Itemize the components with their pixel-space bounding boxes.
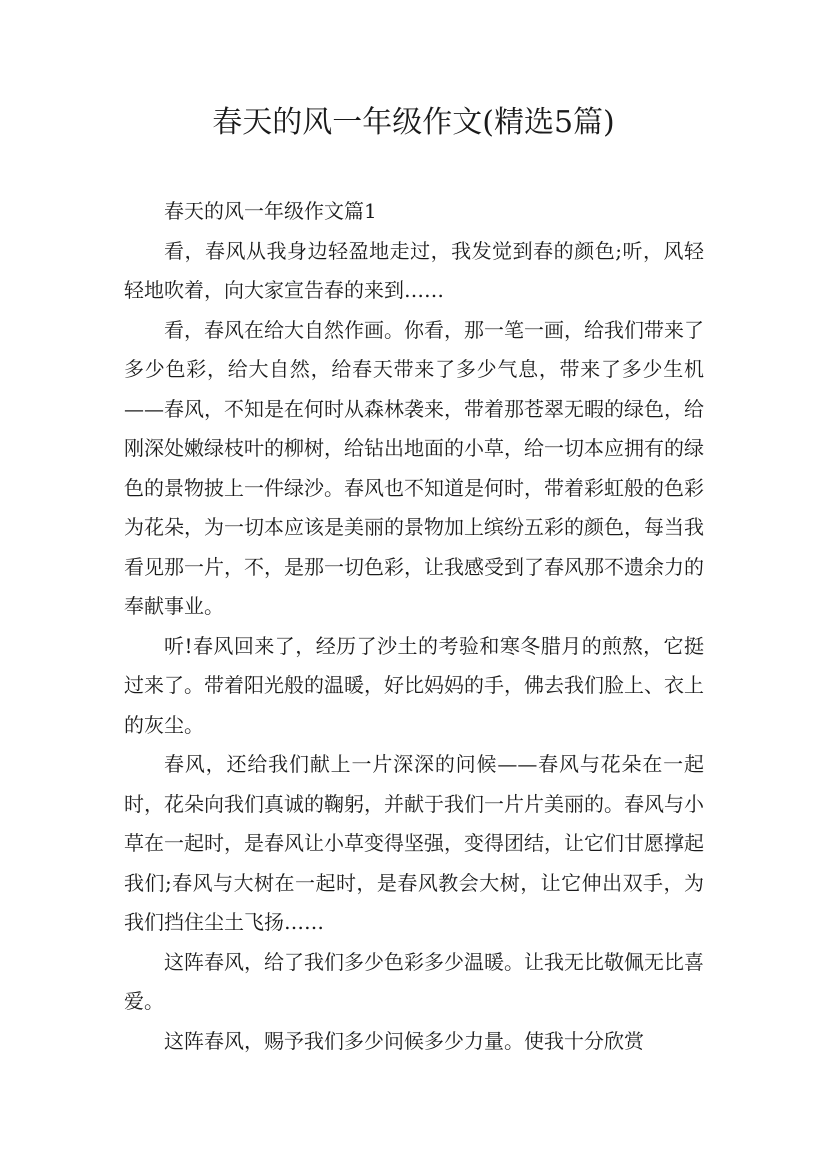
paragraph: 看，春风从我身边轻盈地走过，我发觉到春的颜色;听，风轻轻地吹着，向大家宣告春的来到…… bbox=[124, 238, 704, 302]
paragraph: 春风，还给我们献上一片深深的问候——春风与花朵在一起时，花朵向我们真诚的鞠躬，并献于我们一片片美丽的。春风与小草在一起时，是春风让小草变得坚强，变得团结，让它们甘愿撑起我们;春风与大树在一起时，是春风教会大树，让它伸出双手，为我们挡住尘土飞扬…… bbox=[124, 752, 704, 934]
paragraph: 这阵春风，赐予我们多少问候多少力量。使我十分欣赏 bbox=[164, 1028, 644, 1053]
paragraph: 这阵春风，给了我们多少色彩多少温暖。让我无比敬佩无比喜爱。 bbox=[124, 949, 704, 1013]
section-heading: 春天的风一年级作文篇1 bbox=[164, 199, 377, 223]
document-body bbox=[124, 192, 704, 1061]
paragraph: 听!春风回来了，经历了沙土的考验和寒冬腊月的煎熬，它挺过来了。带着阳光般的温暖，好比妈妈的手，佛去我们脸上、衣上的灰尘。 bbox=[124, 633, 704, 737]
document-title: 春天的风一年级作文(精选5篇) bbox=[212, 105, 615, 140]
paragraph: 看，春风在给大自然作画。你看，那一笔一画，给我们带来了多少色彩，给大自然，给春天带来了多少气息，带来了多少生机——春风，不知是在何时从森林袭来，带着那苍翠无暇的绿色，给刚深处嫩绿枝叶的柳树，给钻出地面的小草，给一切本应拥有的绿色的景物披上一件绿沙。春风也不知道是何时，带着彩虹般的色彩为花朵，为一切本应该是美丽的景物加上缤纷五彩的颜色，每当我看见那一片，不，是那一切色彩，让我感受到了春风那不遗余力的奉献事业。 bbox=[124, 317, 704, 618]
